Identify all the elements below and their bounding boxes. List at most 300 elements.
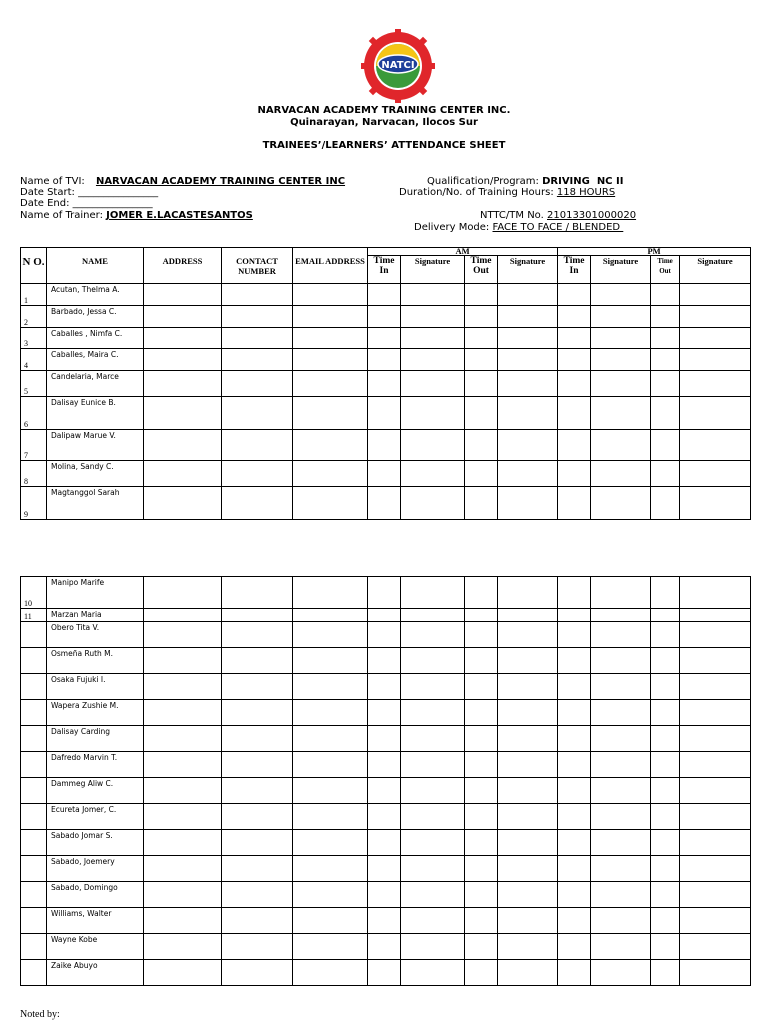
pm-signature-2-cell[interactable] <box>680 882 751 908</box>
am-time-out-cell[interactable] <box>465 349 498 371</box>
pm-time-in-cell[interactable] <box>558 284 591 306</box>
address-cell[interactable] <box>144 934 222 960</box>
am-signature-2-cell[interactable] <box>498 674 558 700</box>
am-time-in-cell[interactable] <box>368 648 401 674</box>
am-time-out-cell[interactable] <box>465 934 498 960</box>
am-time-in-cell[interactable] <box>368 371 401 397</box>
contact-cell[interactable] <box>222 306 293 328</box>
row-number <box>21 648 47 674</box>
pm-signature-2-cell[interactable] <box>680 622 751 648</box>
pm-signature-cell[interactable] <box>591 609 651 622</box>
pm-time-in-cell[interactable] <box>558 461 591 487</box>
am-signature-cell[interactable] <box>401 700 465 726</box>
pm-signature-2-cell[interactable] <box>680 778 751 804</box>
am-signature-cell[interactable] <box>401 461 465 487</box>
pm-signature-cell[interactable] <box>591 882 651 908</box>
am-time-out-cell[interactable] <box>465 284 498 306</box>
am-signature-2-cell[interactable] <box>498 960 558 986</box>
contact-cell[interactable] <box>222 461 293 487</box>
address-cell[interactable] <box>144 328 222 349</box>
pm-signature-cell[interactable] <box>591 778 651 804</box>
pm-signature-2-cell[interactable] <box>680 328 751 349</box>
pm-signature-cell[interactable] <box>591 487 651 520</box>
am-time-out-cell[interactable] <box>465 804 498 830</box>
email-cell[interactable] <box>293 349 368 371</box>
am-signature-2-cell[interactable] <box>498 752 558 778</box>
am-time-in-cell[interactable] <box>368 609 401 622</box>
pm-time-out-cell[interactable] <box>651 830 680 856</box>
pm-time-out-cell[interactable] <box>651 371 680 397</box>
pm-time-out-cell[interactable] <box>651 284 680 306</box>
email-cell[interactable] <box>293 430 368 461</box>
pm-signature-cell[interactable] <box>591 622 651 648</box>
am-time-out-cell[interactable] <box>465 830 498 856</box>
contact-cell[interactable] <box>222 726 293 752</box>
pm-signature-cell[interactable] <box>591 908 651 934</box>
am-time-out-cell[interactable] <box>465 306 498 328</box>
row-number: 2 <box>21 306 47 328</box>
email-cell[interactable] <box>293 752 368 778</box>
email-cell[interactable] <box>293 328 368 349</box>
address-cell[interactable] <box>144 648 222 674</box>
pm-signature-cell[interactable] <box>591 397 651 430</box>
am-signature-cell[interactable] <box>401 306 465 328</box>
address-cell[interactable] <box>144 284 222 306</box>
am-time-out-cell[interactable] <box>465 430 498 461</box>
pm-signature-2-cell[interactable] <box>680 674 751 700</box>
am-time-out-cell[interactable] <box>465 397 498 430</box>
pm-time-out-cell[interactable] <box>651 577 680 609</box>
contact-cell[interactable] <box>222 700 293 726</box>
email-cell[interactable] <box>293 908 368 934</box>
am-time-out-cell[interactable] <box>465 622 498 648</box>
pm-time-out-cell[interactable] <box>651 804 680 830</box>
tvi-line <box>20 176 345 187</box>
contact-cell[interactable] <box>222 934 293 960</box>
am-time-in-cell[interactable] <box>368 430 401 461</box>
pm-time-out-cell[interactable] <box>651 778 680 804</box>
am-signature-2-cell[interactable] <box>498 609 558 622</box>
pm-signature-cell[interactable] <box>591 726 651 752</box>
pm-time-out-cell[interactable] <box>651 461 680 487</box>
am-signature-2-cell[interactable] <box>498 622 558 648</box>
pm-time-out-cell[interactable] <box>651 726 680 752</box>
pm-signature-2-cell[interactable] <box>680 306 751 328</box>
address-cell[interactable] <box>144 856 222 882</box>
pm-signature-cell[interactable] <box>591 830 651 856</box>
pm-time-out-cell[interactable] <box>651 328 680 349</box>
am-time-out-cell[interactable] <box>465 328 498 349</box>
pm-time-out-cell[interactable] <box>651 856 680 882</box>
address-cell[interactable] <box>144 778 222 804</box>
am-time-out-cell[interactable] <box>465 371 498 397</box>
am-time-in-cell[interactable] <box>368 700 401 726</box>
contact-cell[interactable] <box>222 622 293 648</box>
email-cell[interactable] <box>293 609 368 622</box>
address-cell[interactable] <box>144 804 222 830</box>
table-row <box>21 284 751 306</box>
pm-time-in-cell[interactable] <box>558 397 591 430</box>
email-cell[interactable] <box>293 577 368 609</box>
am-signature-cell[interactable] <box>401 830 465 856</box>
pm-time-out-cell[interactable] <box>651 397 680 430</box>
trainee-name: Dalisay Carding <box>47 726 144 752</box>
address-cell[interactable] <box>144 674 222 700</box>
am-time-in-cell[interactable] <box>368 934 401 960</box>
address-cell[interactable] <box>144 349 222 371</box>
email-cell[interactable] <box>293 960 368 986</box>
pm-time-in-cell[interactable] <box>558 908 591 934</box>
pm-signature-cell[interactable] <box>591 306 651 328</box>
email-cell[interactable] <box>293 284 368 306</box>
address-cell[interactable] <box>144 752 222 778</box>
am-time-in-cell[interactable] <box>368 960 401 986</box>
am-signature-cell[interactable] <box>401 609 465 622</box>
pm-time-in-cell[interactable] <box>558 674 591 700</box>
pm-signature-2-cell[interactable] <box>680 856 751 882</box>
pm-signature-2-cell[interactable] <box>680 461 751 487</box>
pm-signature-2-cell[interactable] <box>680 752 751 778</box>
pm-time-in-cell[interactable] <box>558 577 591 609</box>
am-time-in-cell[interactable] <box>368 726 401 752</box>
contact-cell[interactable] <box>222 371 293 397</box>
email-cell[interactable] <box>293 648 368 674</box>
am-signature-cell[interactable] <box>401 908 465 934</box>
contact-cell[interactable] <box>222 284 293 306</box>
contact-cell[interactable] <box>222 674 293 700</box>
pm-signature-cell[interactable] <box>591 700 651 726</box>
am-signature-cell[interactable] <box>401 284 465 306</box>
email-cell[interactable] <box>293 306 368 328</box>
trainee-name: Marzan Maria <box>47 609 144 622</box>
pm-time-out-cell[interactable] <box>651 882 680 908</box>
email-cell[interactable] <box>293 461 368 487</box>
trainee-name: Sabado, Domingo <box>47 882 144 908</box>
pm-signature-cell[interactable] <box>591 960 651 986</box>
am-signature-2-cell[interactable] <box>498 856 558 882</box>
pm-signature-2-cell[interactable] <box>680 726 751 752</box>
pm-signature-2-cell[interactable] <box>680 830 751 856</box>
trainer-value: JOMER E.LACASTESANTOS <box>106 210 253 221</box>
address-cell[interactable] <box>144 908 222 934</box>
am-signature-2-cell[interactable] <box>498 349 558 371</box>
pm-time-out-cell[interactable] <box>651 609 680 622</box>
address-cell[interactable] <box>144 726 222 752</box>
am-signature-cell[interactable] <box>401 882 465 908</box>
am-time-in-cell[interactable] <box>368 461 401 487</box>
pm-signature-2-cell[interactable] <box>680 648 751 674</box>
pm-signature-2-cell[interactable] <box>680 577 751 609</box>
pm-signature-cell[interactable] <box>591 934 651 960</box>
table-row <box>21 908 751 934</box>
row-number: 3 <box>21 328 47 349</box>
pm-signature-cell[interactable] <box>591 856 651 882</box>
pm-signature-2-cell[interactable] <box>680 934 751 960</box>
email-cell[interactable] <box>293 830 368 856</box>
am-signature-cell[interactable] <box>401 397 465 430</box>
am-time-out-cell[interactable] <box>465 700 498 726</box>
am-signature-cell[interactable] <box>401 648 465 674</box>
am-time-in-cell[interactable] <box>368 882 401 908</box>
am-signature-cell[interactable] <box>401 487 465 520</box>
delivery-line <box>414 222 623 233</box>
address-cell[interactable] <box>144 397 222 430</box>
pm-time-out-cell[interactable] <box>651 960 680 986</box>
am-signature-cell[interactable] <box>401 622 465 648</box>
am-signature-cell[interactable] <box>401 674 465 700</box>
am-time-in-cell[interactable] <box>368 284 401 306</box>
am-signature-cell[interactable] <box>401 934 465 960</box>
pm-time-out-cell[interactable] <box>651 700 680 726</box>
pm-signature-2-cell[interactable] <box>680 804 751 830</box>
pm-signature-2-cell[interactable] <box>680 371 751 397</box>
pm-time-in-cell[interactable] <box>558 960 591 986</box>
pm-time-out-cell[interactable] <box>651 487 680 520</box>
pm-time-in-cell[interactable] <box>558 804 591 830</box>
address-cell[interactable] <box>144 577 222 609</box>
am-signature-2-cell[interactable] <box>498 487 558 520</box>
pm-signature-2-cell[interactable] <box>680 397 751 430</box>
row-number <box>21 700 47 726</box>
pm-time-in-cell[interactable] <box>558 622 591 648</box>
am-signature-cell[interactable] <box>401 577 465 609</box>
am-time-in-cell[interactable] <box>368 328 401 349</box>
am-signature-2-cell[interactable] <box>498 328 558 349</box>
pm-time-out-cell[interactable] <box>651 648 680 674</box>
am-signature-2-cell[interactable] <box>498 371 558 397</box>
email-cell[interactable] <box>293 397 368 430</box>
am-signature-cell[interactable] <box>401 726 465 752</box>
pm-time-in-cell[interactable] <box>558 306 591 328</box>
pm-signature-cell[interactable] <box>591 430 651 461</box>
contact-cell[interactable] <box>222 609 293 622</box>
pm-signature-cell[interactable] <box>591 328 651 349</box>
pm-time-in-cell[interactable] <box>558 882 591 908</box>
pm-signature-cell[interactable] <box>591 674 651 700</box>
am-signature-2-cell[interactable] <box>498 804 558 830</box>
am-time-out-cell[interactable] <box>465 648 498 674</box>
am-signature-2-cell[interactable] <box>498 648 558 674</box>
address-cell[interactable] <box>144 371 222 397</box>
email-cell[interactable] <box>293 882 368 908</box>
am-signature-2-cell[interactable] <box>498 577 558 609</box>
am-time-in-cell[interactable] <box>368 622 401 648</box>
address-cell[interactable] <box>144 487 222 520</box>
row-number: 11 <box>21 609 47 622</box>
am-signature-2-cell[interactable] <box>498 430 558 461</box>
contact-cell[interactable] <box>222 577 293 609</box>
row-number <box>21 752 47 778</box>
pm-signature-2-cell[interactable] <box>680 908 751 934</box>
pm-signature-cell[interactable] <box>591 752 651 778</box>
pm-time-in-cell[interactable] <box>558 778 591 804</box>
am-signature-cell[interactable] <box>401 430 465 461</box>
address-cell[interactable] <box>144 430 222 461</box>
contact-cell[interactable] <box>222 778 293 804</box>
pm-signature-2-cell[interactable] <box>680 284 751 306</box>
am-time-out-cell[interactable] <box>465 726 498 752</box>
pm-time-in-cell[interactable] <box>558 648 591 674</box>
pm-signature-cell[interactable] <box>591 648 651 674</box>
am-time-in-cell[interactable] <box>368 778 401 804</box>
am-time-out-cell[interactable] <box>465 752 498 778</box>
pm-time-in-cell[interactable] <box>558 934 591 960</box>
am-signature-2-cell[interactable] <box>498 284 558 306</box>
trainee-name: Magtanggol Sarah <box>47 487 144 520</box>
address-cell[interactable] <box>144 461 222 487</box>
contact-cell[interactable] <box>222 430 293 461</box>
am-time-out-cell[interactable] <box>465 778 498 804</box>
am-time-in-cell[interactable] <box>368 349 401 371</box>
table-row <box>21 622 751 648</box>
am-time-out-cell[interactable] <box>465 960 498 986</box>
address-cell[interactable] <box>144 882 222 908</box>
pm-signature-2-cell[interactable] <box>680 349 751 371</box>
am-time-in-cell[interactable] <box>368 577 401 609</box>
am-time-in-cell[interactable] <box>368 487 401 520</box>
pm-time-out-cell[interactable] <box>651 674 680 700</box>
am-time-out-cell[interactable] <box>465 577 498 609</box>
table-row <box>21 306 751 328</box>
am-time-out-cell[interactable] <box>465 609 498 622</box>
am-signature-2-cell[interactable] <box>498 778 558 804</box>
am-signature-2-cell[interactable] <box>498 908 558 934</box>
am-signature-cell[interactable] <box>401 371 465 397</box>
email-cell[interactable] <box>293 487 368 520</box>
email-cell[interactable] <box>293 674 368 700</box>
am-signature-cell[interactable] <box>401 960 465 986</box>
contact-cell[interactable] <box>222 648 293 674</box>
am-time-in-cell[interactable] <box>368 804 401 830</box>
contact-cell[interactable] <box>222 804 293 830</box>
duration-line <box>399 187 615 198</box>
contact-cell[interactable] <box>222 397 293 430</box>
pm-signature-2-cell[interactable] <box>680 430 751 461</box>
pm-signature-cell[interactable] <box>591 371 651 397</box>
am-signature-cell[interactable] <box>401 804 465 830</box>
pm-signature-2-cell[interactable] <box>680 960 751 986</box>
email-cell[interactable] <box>293 934 368 960</box>
am-time-in-cell[interactable] <box>368 830 401 856</box>
am-signature-cell[interactable] <box>401 778 465 804</box>
contact-cell[interactable] <box>222 752 293 778</box>
email-cell[interactable] <box>293 371 368 397</box>
pm-time-in-cell[interactable] <box>558 371 591 397</box>
pm-time-out-cell[interactable] <box>651 908 680 934</box>
contact-cell[interactable] <box>222 882 293 908</box>
pm-signature-cell[interactable] <box>591 577 651 609</box>
pm-signature-2-cell[interactable] <box>680 609 751 622</box>
email-cell[interactable] <box>293 804 368 830</box>
email-cell[interactable] <box>293 856 368 882</box>
table-row <box>21 934 751 960</box>
am-signature-2-cell[interactable] <box>498 461 558 487</box>
email-cell[interactable] <box>293 726 368 752</box>
pm-time-in-cell[interactable] <box>558 830 591 856</box>
duration-label: Duration/No. of Training Hours: <box>399 187 554 198</box>
pm-time-in-cell[interactable] <box>558 328 591 349</box>
contact-cell[interactable] <box>222 830 293 856</box>
pm-time-out-cell[interactable] <box>651 430 680 461</box>
pm-time-in-cell[interactable] <box>558 349 591 371</box>
am-signature-2-cell[interactable] <box>498 397 558 430</box>
am-time-out-cell[interactable] <box>465 674 498 700</box>
table-row <box>21 461 751 487</box>
address-cell[interactable] <box>144 622 222 648</box>
am-time-in-cell[interactable] <box>368 856 401 882</box>
am-signature-2-cell[interactable] <box>498 934 558 960</box>
am-signature-cell[interactable] <box>401 328 465 349</box>
am-time-out-cell[interactable] <box>465 908 498 934</box>
col-pm-time-out: Time Out <box>651 256 680 284</box>
pm-signature-2-cell[interactable] <box>680 700 751 726</box>
address-cell[interactable] <box>144 700 222 726</box>
am-signature-2-cell[interactable] <box>498 700 558 726</box>
am-time-in-cell[interactable] <box>368 397 401 430</box>
am-time-in-cell[interactable] <box>368 674 401 700</box>
nttc-line <box>480 210 636 221</box>
pm-time-in-cell[interactable] <box>558 487 591 520</box>
am-time-in-cell[interactable] <box>368 908 401 934</box>
contact-cell[interactable] <box>222 960 293 986</box>
pm-time-in-cell[interactable] <box>558 700 591 726</box>
am-time-out-cell[interactable] <box>465 856 498 882</box>
address-cell[interactable] <box>144 830 222 856</box>
pm-signature-2-cell[interactable] <box>680 487 751 520</box>
am-signature-2-cell[interactable] <box>498 830 558 856</box>
natci-logo <box>360 28 436 104</box>
pm-time-in-cell[interactable] <box>558 856 591 882</box>
pm-time-out-cell[interactable] <box>651 306 680 328</box>
pm-time-in-cell[interactable] <box>558 726 591 752</box>
am-signature-cell[interactable] <box>401 752 465 778</box>
am-time-out-cell[interactable] <box>465 882 498 908</box>
pm-signature-cell[interactable] <box>591 349 651 371</box>
pm-time-out-cell[interactable] <box>651 622 680 648</box>
address-cell[interactable] <box>144 960 222 986</box>
am-time-in-cell[interactable] <box>368 752 401 778</box>
am-time-out-cell[interactable] <box>465 461 498 487</box>
pm-signature-cell[interactable] <box>591 804 651 830</box>
contact-cell[interactable] <box>222 487 293 520</box>
pm-signature-cell[interactable] <box>591 284 651 306</box>
email-cell[interactable] <box>293 622 368 648</box>
am-signature-cell[interactable] <box>401 349 465 371</box>
contact-cell[interactable] <box>222 349 293 371</box>
pm-signature-cell[interactable] <box>591 461 651 487</box>
am-signature-2-cell[interactable] <box>498 726 558 752</box>
pm-time-out-cell[interactable] <box>651 934 680 960</box>
am-signature-cell[interactable] <box>401 856 465 882</box>
am-time-in-cell[interactable] <box>368 306 401 328</box>
delivery-value: FACE TO FACE / BLENDED <box>492 222 624 233</box>
pm-time-out-cell[interactable] <box>651 349 680 371</box>
pm-time-out-cell[interactable] <box>651 752 680 778</box>
address-cell[interactable] <box>144 306 222 328</box>
email-cell[interactable] <box>293 700 368 726</box>
contact-cell[interactable] <box>222 856 293 882</box>
contact-cell[interactable] <box>222 908 293 934</box>
am-time-out-cell[interactable] <box>465 487 498 520</box>
pm-time-in-cell[interactable] <box>558 609 591 622</box>
pm-time-in-cell[interactable] <box>558 752 591 778</box>
pm-time-in-cell[interactable] <box>558 430 591 461</box>
am-signature-2-cell[interactable] <box>498 306 558 328</box>
email-cell[interactable] <box>293 778 368 804</box>
am-signature-2-cell[interactable] <box>498 882 558 908</box>
contact-cell[interactable] <box>222 328 293 349</box>
address-cell[interactable] <box>144 609 222 622</box>
